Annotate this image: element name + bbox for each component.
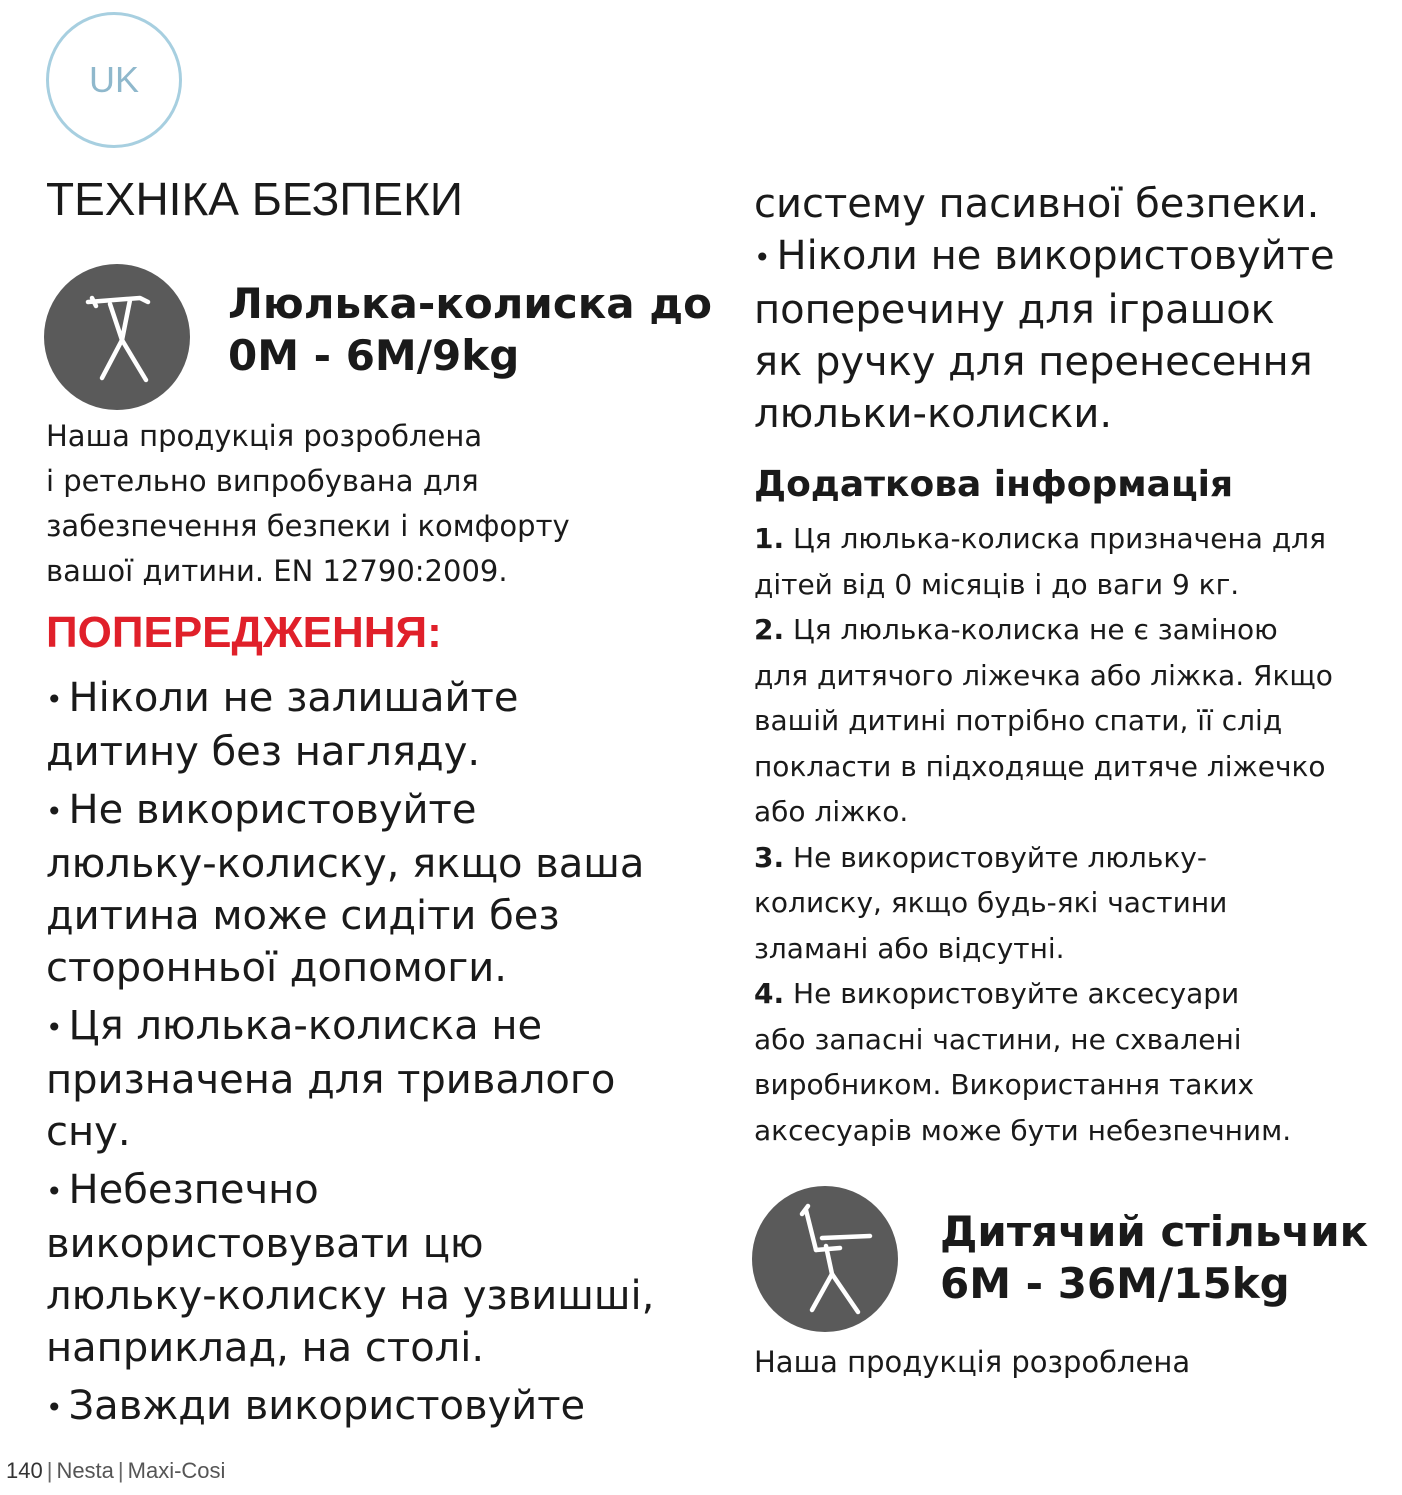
info-list (754, 516, 1333, 1153)
warning-item: • Ця люлька-колиска не призначена для тривалого сну. (46, 1003, 616, 1155)
info-item: 4. Не використовуйте аксесуари або запасні частини, не схвалені виробником. Використання таких аксесуарів може бути небезпечним. (754, 977, 1292, 1147)
warning-title: ПОПЕРЕДЖЕННЯ: (46, 608, 442, 657)
info-number: 1. (754, 522, 785, 555)
separator: | (46, 1458, 53, 1483)
warning-item: • Ніколи не використовуйте поперечину для іграшок як ручку для перенесення люльки-колиски. (754, 233, 1335, 437)
section-title: ТЕХНІКА БЕЗПЕКИ (46, 173, 463, 225)
warning-item: • Ніколи не залишайте дитину без нагляду. (46, 675, 519, 775)
intro-line: забезпечення безпеки і комфорту (46, 509, 570, 543)
info-number: 3. (754, 840, 785, 874)
page-footer (6, 1458, 225, 1484)
brand-name: Maxi-Cosi (127, 1458, 226, 1483)
bullet: • (46, 1175, 63, 1208)
bullet: • (754, 241, 771, 274)
page-number: 140 (6, 1458, 43, 1483)
language-code: UK (88, 59, 139, 100)
intro-line: вашої дитини. EN 12790:2009. (46, 554, 508, 588)
intro-line: Наша продукція розроблена (46, 419, 483, 453)
intro-line: і ретельно випробувана для (46, 464, 479, 498)
highchair-title-line: Дитячий стільчик (940, 1207, 1369, 1256)
warning-item-continued: систему пасивної безпеки. (754, 181, 1320, 227)
carrycot-mode-title (228, 278, 712, 382)
warning-list (46, 672, 654, 1434)
info-number: 4. (754, 977, 785, 1010)
highchair-mode-title (940, 1206, 1368, 1310)
carrycot-title-line: Люлька-колиска до (228, 279, 713, 328)
highchair-age-weight: 6M - 36M/15kg (940, 1259, 1290, 1308)
warning-item: • Небезпечно використовувати цю люльку-колиску на узвишші, наприклад, на столі. (46, 1167, 655, 1371)
highchair-intro: Наша продукція розроблена (754, 1345, 1191, 1379)
bullet: • (46, 683, 63, 716)
highchair-frame-icon (752, 1186, 898, 1332)
bullet: • (46, 1011, 63, 1044)
bullet: • (46, 1391, 63, 1424)
bullet: • (46, 795, 63, 828)
separator: | (117, 1458, 124, 1483)
language-badge (46, 12, 182, 148)
intro-paragraph (46, 414, 570, 594)
info-item: 2. Ця люлька-колиска не є заміною для дитячого ліжечка або ліжка. Якщо вашій дитині потрібно спати, її слід покласти в підходяще дитяче ліжечко або ліжко. (754, 613, 1333, 828)
carrycot-age-weight: 0M - 6M/9kg (228, 331, 520, 380)
info-item: 1. Ця люлька-колиска призначена для дітей від 0 місяців і до ваги 9 кг. (754, 522, 1326, 601)
carrycot-frame-icon (44, 264, 190, 410)
info-number: 2. (754, 613, 785, 646)
warning-list-continued (754, 178, 1335, 440)
info-title: Додаткова інформація (754, 464, 1234, 505)
warning-item: • Не використовуйте люльку-колиску, якщо ваша дитина може сидіти без сторонньої допомоги. (46, 787, 645, 991)
warning-item: • Завжди використовуйте (46, 1383, 586, 1429)
info-item: 3. Не використовуйте люльку- колиску, якщо будь-які частини зламані або відсутні. (754, 840, 1228, 965)
product-name: Nesta (56, 1458, 114, 1483)
